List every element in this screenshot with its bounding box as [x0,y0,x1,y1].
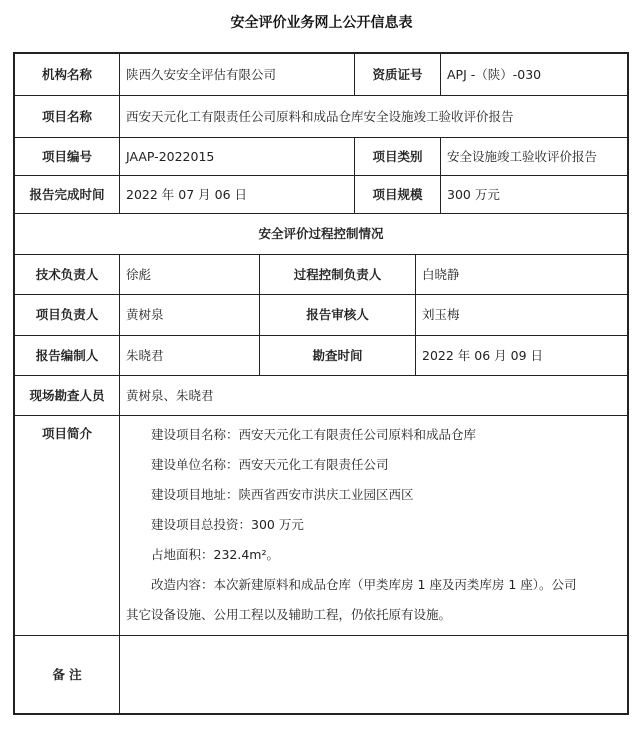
intro-line: 建设项目地址：陕西省西安市洪庆工业园区西区 [151,487,414,502]
project-type-value: 安全设施竣工验收评价报告 [440,137,628,176]
remarks-value [119,635,628,714]
site-staff-label: 现场勘查人员 [14,375,120,416]
intro-line: 建设单位名称：西安天元化工有限责任公司 [151,457,389,472]
reviewer-value: 刘玉梅 [415,294,628,336]
intro-label: 项目简介 [14,415,120,636]
qualification-no-value: APJ -（陕）-030 [440,53,628,96]
project-scale-value: 300 万元 [440,175,628,214]
remarks-label: 备 注 [14,635,120,714]
process-lead-label: 过程控制负责人 [259,254,416,295]
project-type-label: 项目类别 [354,137,441,176]
project-scale-label: 项目规模 [354,175,441,214]
org-name-value: 陕西久安安全评估有限公司 [119,53,355,96]
project-name-label: 项目名称 [14,95,120,138]
info-table [13,52,629,715]
intro-line: 占地面积：232.4m²。 [151,547,279,562]
survey-time-label: 勘查时间 [259,335,416,376]
qualification-no-label: 资质证号 [354,53,441,96]
report-date-value: 2022 年 07 月 06 日 [119,175,355,214]
project-name-value: 西安天元化工有限责任公司原料和成品仓库安全设施竣工验收评价报告 [119,95,628,138]
writer-value: 朱晓君 [119,335,260,376]
intro-line: 其它设备设施、公用工程以及辅助工程，仍依托原有设施。 [126,607,452,622]
org-name-label: 机构名称 [14,53,120,96]
project-lead-value: 黄树泉 [119,294,260,336]
intro-line: 改造内容：本次新建原料和成品仓库（甲类库房 1 座及丙类库房 1 座）。公司 [151,577,577,592]
intro-line: 建设项目名称：西安天元化工有限责任公司原料和成品仓库 [151,427,477,442]
tech-lead-value: 徐彪 [119,254,260,295]
project-lead-label: 项目负责人 [14,294,120,336]
project-no-value: JAAP-2022015 [119,137,355,176]
survey-time-value: 2022 年 06 月 09 日 [415,335,628,376]
section-header: 安全评价过程控制情况 [14,213,628,255]
intro-content [119,415,628,636]
tech-lead-label: 技术负责人 [14,254,120,295]
intro-line: 建设项目总投资：300 万元 [151,517,304,532]
report-date-label: 报告完成时间 [14,175,120,214]
site-staff-value: 黄树泉、朱晓君 [119,375,628,416]
reviewer-label: 报告审核人 [259,294,416,336]
page-title: 安全评价业务网上公开信息表 [230,15,413,31]
process-lead-value: 白晓静 [415,254,628,295]
project-no-label: 项目编号 [14,137,120,176]
writer-label: 报告编制人 [14,335,120,376]
